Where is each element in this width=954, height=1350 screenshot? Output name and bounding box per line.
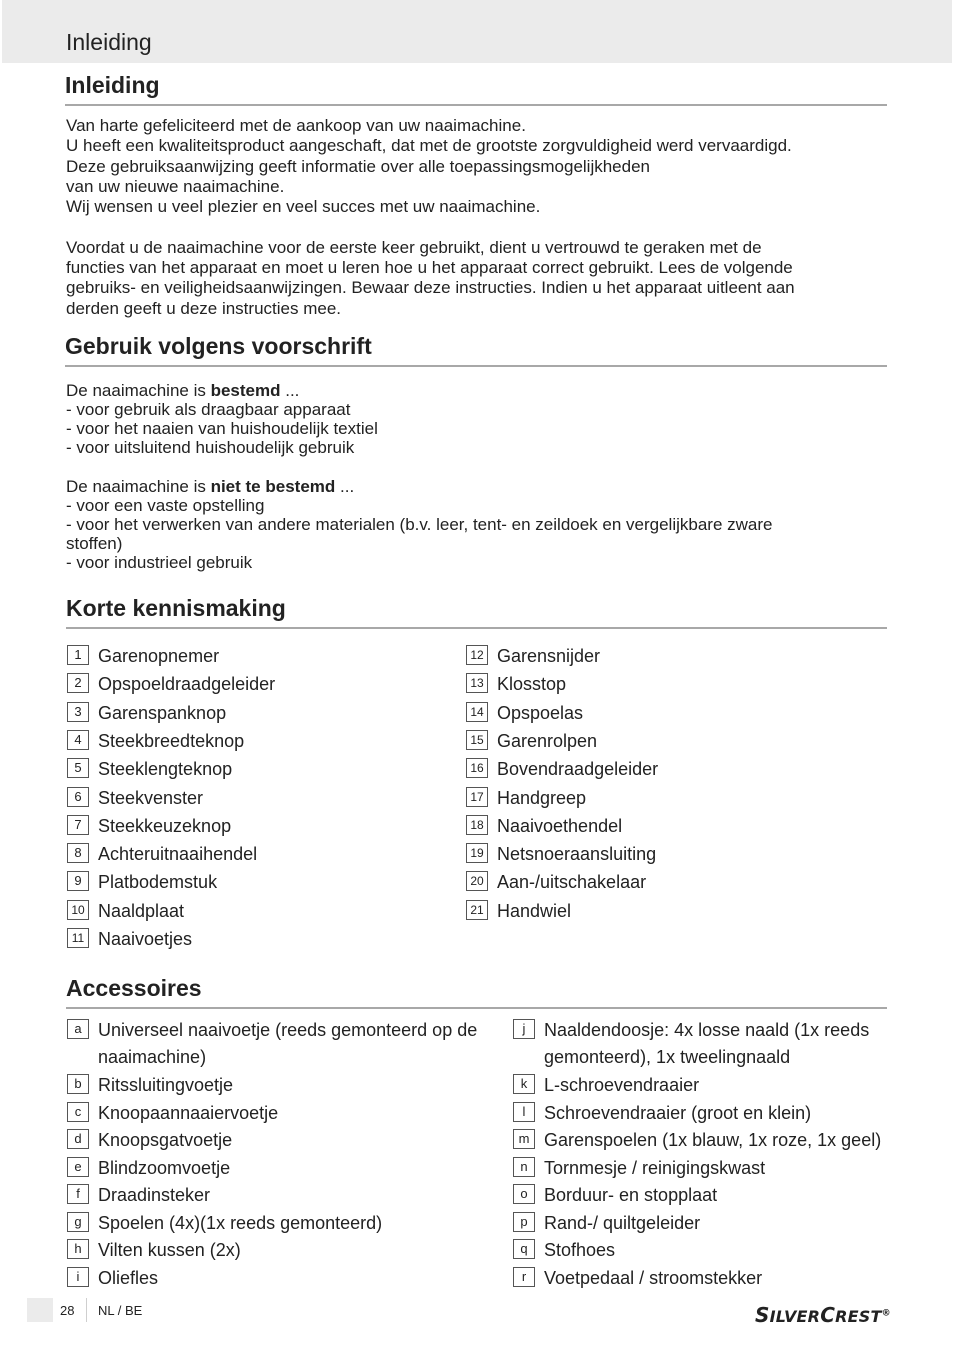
not-intended-line: De naaimachine is niet te bestemd ...	[66, 476, 355, 496]
item-label: Platbodemstuk	[98, 872, 218, 893]
item-label: Garenspoelen (1x blauw, 1x roze, 1x geel)	[544, 1130, 882, 1150]
item-label: Blindzoomvoetje	[98, 1157, 231, 1178]
intro-line: Van harte gefeliciteerd met de aankoop van uw naaimachine.	[66, 116, 526, 135]
brand-logo: SILVERCREST®	[755, 1303, 891, 1327]
item-label: Garenopnemer	[98, 646, 220, 666]
item-number: n	[513, 1157, 535, 1177]
item-number: 8	[67, 843, 89, 863]
item-label: Voetpedaal / stroomstekker	[544, 1267, 763, 1288]
item-label: Opspoelas	[497, 702, 584, 723]
footer-tab	[27, 1298, 53, 1322]
intro-line: Voordat u de naaimachine voor de eerste keer gebruikt, dient u vertrouwd te geraken met de	[66, 237, 762, 257]
heading-kennismaking: Korte kennismaking	[66, 593, 887, 629]
item-label: Tornmesje / reinigingskwast	[544, 1157, 766, 1178]
item-number: 2	[67, 673, 89, 693]
item-number: 20	[466, 871, 488, 891]
item-number: 13	[466, 673, 488, 693]
item-label: Naaivoethendel	[497, 815, 623, 836]
item-number: 15	[466, 730, 488, 750]
item-label: Knoopsgatvoetje	[98, 1130, 233, 1150]
item-label: L-schroevendraaier	[544, 1075, 700, 1095]
item-label: Achteruitnaaihendel	[98, 844, 258, 865]
item-label: Garensnijder	[497, 646, 601, 666]
footer-divider	[86, 1298, 87, 1322]
intro-line: van uw nieuwe naaimachine.	[66, 176, 285, 196]
item-number: l	[513, 1102, 535, 1122]
item-number: g	[67, 1212, 89, 1232]
intended-item: - voor het naaien van huishoudelijk textiel	[66, 419, 378, 438]
item-label: Stofhoes	[544, 1240, 616, 1260]
item-label: Spoelen (4x)(1x reeds gemonteerd)	[98, 1212, 383, 1233]
item-number: 14	[466, 702, 488, 722]
item-number: q	[513, 1239, 535, 1259]
item-number: k	[513, 1074, 535, 1094]
item-label: Vilten kussen (2x)	[98, 1240, 241, 1260]
header-title: Inleiding	[66, 29, 152, 55]
usage-paragraph	[66, 381, 896, 572]
item-number: 10	[67, 900, 89, 920]
item-label: Universeel naaivoetje (reeds gemonteerd op de naaimachine)	[98, 1020, 478, 1067]
not-intended-item: - voor het verwerken van andere materialen (b.v. leer, tent- en zeildoek en vergelijkbare zware	[66, 514, 773, 534]
item-label: Bovendraadgeleider	[497, 759, 659, 780]
item-label: Steekkeuzeknop	[98, 815, 232, 836]
item-number: c	[67, 1102, 89, 1122]
item-number: o	[513, 1184, 535, 1204]
item-number: 5	[67, 758, 89, 778]
item-number: 11	[67, 928, 89, 948]
item-label: Steeklengteknop	[98, 759, 233, 780]
item-number: b	[67, 1074, 89, 1094]
item-label: Draadinsteker	[98, 1185, 211, 1205]
footer-language: NL / BE	[98, 1303, 143, 1318]
item-number: 18	[466, 815, 488, 835]
intended-item: - voor uitsluitend huishoudelijk gebruik	[66, 438, 355, 457]
intro-line: Wij wensen u veel plezier en veel succes met uw naaimachine.	[66, 197, 541, 217]
item-label: Naaivoetjes	[98, 929, 193, 949]
item-label: Handwiel	[497, 900, 572, 921]
item-number: 16	[466, 758, 488, 778]
item-number: 7	[67, 815, 89, 835]
item-number: a	[67, 1019, 89, 1039]
item-number: p	[513, 1212, 535, 1232]
item-label: Borduur- en stopplaat	[544, 1185, 718, 1205]
item-label: Handgreep	[497, 787, 587, 808]
item-label: Ritssluitingvoetje	[98, 1075, 234, 1095]
item-label: Aan-/uitschakelaar	[497, 872, 647, 893]
intended-line: De naaimachine is bestemd ...	[66, 381, 300, 400]
page-number: 28	[60, 1303, 75, 1318]
item-number: 6	[67, 787, 89, 807]
item-number: i	[67, 1267, 89, 1287]
item-label: Schroevendraaier (groot en klein)	[544, 1102, 812, 1123]
not-intended-item: - voor industrieel gebruik	[66, 552, 253, 572]
intro-line: functies van het apparaat en moet u leren hoe u het apparaat correct gebruikt. Lees de volgende	[66, 258, 793, 278]
item-label: Netsnoeraansluiting	[497, 844, 657, 865]
item-number: h	[67, 1239, 89, 1259]
not-intended-item: - voor een vaste opstelling	[66, 495, 265, 515]
item-label: Rand-/ quiltgeleider	[544, 1212, 701, 1233]
item-number: j	[513, 1019, 535, 1039]
item-label: Opspoeldraadgeleider	[98, 674, 276, 695]
heading-inleiding: Inleiding	[65, 70, 887, 106]
intro-line: derden geeft u deze instructies mee.	[66, 298, 341, 318]
heading-accessoires: Accessoires	[66, 973, 887, 1009]
item-number: 17	[466, 787, 488, 807]
item-number: 1	[67, 645, 89, 665]
item-number: 19	[466, 843, 488, 863]
item-number: f	[67, 1184, 89, 1204]
intro-line: Deze gebruiksaanwijzing geeft informatie over alle toepassingsmogelijkheden	[66, 156, 651, 176]
item-label: Naaldplaat	[98, 900, 185, 921]
heading-gebruik: Gebruik volgens voorschrift	[65, 331, 887, 367]
item-number: 12	[466, 645, 488, 665]
item-label: Garenspanknop	[98, 702, 227, 723]
not-intended-item: stoffen)	[66, 533, 123, 553]
item-label: Knoopaannaaiervoetje	[98, 1102, 279, 1123]
item-label: Garenrolpen	[497, 730, 598, 751]
intro-line: U heeft een kwaliteitsproduct aangeschaft, dat met de grootste zorgvuldigheid werd vervaardigd.	[66, 136, 792, 156]
intro-paragraph	[66, 116, 896, 319]
item-number: 21	[466, 900, 488, 920]
item-number: 3	[67, 702, 89, 722]
header-band	[2, 0, 952, 63]
item-label: Klosstop	[497, 674, 567, 695]
item-label: Steekvenster	[98, 787, 204, 808]
item-number: r	[513, 1267, 535, 1287]
item-label: Steekbreedteknop	[98, 730, 245, 751]
item-number: 4	[67, 730, 89, 750]
item-number: 9	[67, 871, 89, 891]
item-label: Oliefles	[98, 1267, 159, 1288]
item-number: m	[513, 1129, 535, 1149]
intro-line: gebruiks- en veiligheidsaanwijzingen. Bewaar deze instructies. Indien u het apparaat uitleent aan	[66, 278, 795, 298]
item-number: e	[67, 1157, 89, 1177]
intended-item: - voor gebruik als draagbaar apparaat	[66, 400, 351, 419]
item-number: d	[67, 1129, 89, 1149]
item-label: Naaldendoosje: 4x losse naald (1x reeds gemonteerd), 1x tweelingnaald	[544, 1020, 870, 1067]
